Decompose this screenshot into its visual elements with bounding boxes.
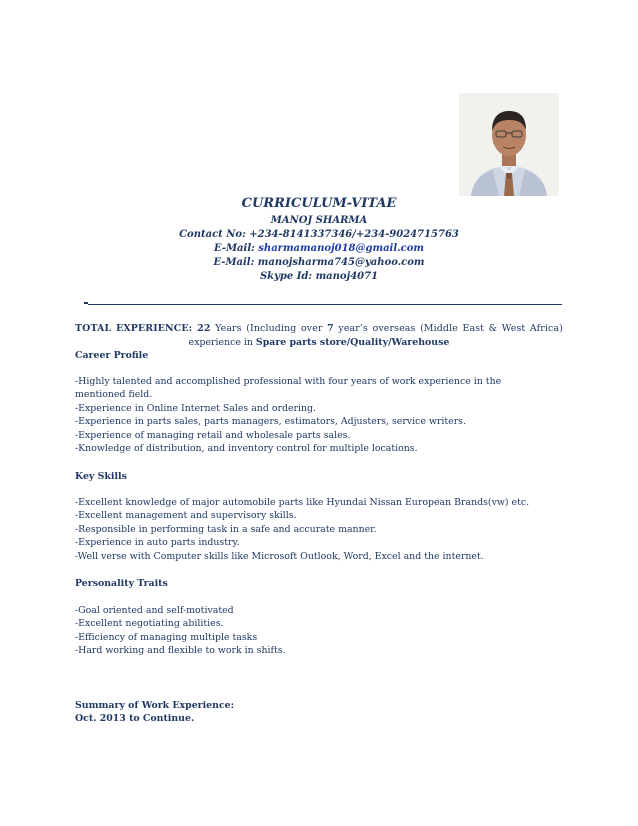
list-item: -Excellent negotiating abilities. bbox=[75, 618, 224, 630]
experience-field: Spare parts store/Quality/Warehouse bbox=[255, 337, 450, 349]
section-title: Career Profile bbox=[75, 350, 149, 361]
work-summary bbox=[75, 699, 563, 726]
list-item: -Excellent knowledge of major automobile parts like Hyundai Nissan European Brands(vw) etc. bbox=[75, 497, 530, 508]
list-item: -Knowledge of distribution, and inventory control for multiple locations. bbox=[75, 443, 418, 455]
list-item: -Experience in Online Internet Sales and ordering. bbox=[75, 402, 316, 414]
list-item: -Hard working and flexible to work in shifts. bbox=[75, 645, 286, 657]
experience-text-2: year’s overseas (Middle East & West Africa) bbox=[333, 323, 563, 334]
profile-photo bbox=[459, 93, 559, 196]
personality-traits-list bbox=[75, 604, 563, 658]
header-divider bbox=[88, 304, 562, 305]
section-title: Personality Traits bbox=[75, 578, 168, 589]
candidate-name: MANOJ SHARMA bbox=[270, 215, 368, 226]
list-item: -Experience of managing retail and wholesale parts sales. bbox=[75, 429, 351, 441]
email-primary bbox=[0, 243, 638, 254]
list-item: -Experience in auto parts industry. bbox=[75, 537, 240, 549]
email-primary-link[interactable]: sharmamanoj018@gmail.com bbox=[258, 243, 424, 254]
career-profile-title bbox=[75, 349, 563, 362]
work-summary-title: Summary of Work Experience: bbox=[75, 700, 235, 711]
list-item: -Well verse with Computer skills like Microsoft Outlook, Word, Excel and the internet. bbox=[75, 550, 484, 562]
list-item: -Highly talented and accomplished professional with four years of work experience in the bbox=[75, 376, 502, 387]
list-item: -Excellent management and supervisory skills. bbox=[75, 510, 297, 522]
contact-number: Contact No: +234-8141337346/+234-9024715763 bbox=[179, 229, 459, 240]
total-experience bbox=[75, 322, 563, 350]
experience-text-1: Years (Including over bbox=[210, 323, 328, 334]
list-item: -Efficiency of managing multiple tasks bbox=[75, 631, 258, 643]
experience-text-3: experience in bbox=[188, 337, 256, 349]
personality-traits-title bbox=[75, 577, 563, 590]
skype-id: Skype Id: manoj4071 bbox=[259, 271, 379, 282]
experience-line-2 bbox=[75, 336, 563, 349]
list-item: -Goal oriented and self-motivated bbox=[75, 605, 234, 616]
list-item: -Experience in parts sales, parts managers, estimators, Adjusters, service writers. bbox=[75, 416, 466, 428]
experience-label: TOTAL EXPERIENCE: bbox=[75, 323, 198, 334]
overseas-years: 7 bbox=[327, 323, 334, 334]
experience-line-1 bbox=[75, 322, 563, 335]
key-skills-title bbox=[75, 470, 563, 483]
section-title: Key Skills bbox=[75, 471, 127, 482]
key-skills-list bbox=[75, 496, 563, 563]
career-profile-list bbox=[75, 375, 563, 455]
document-title: CURRICULUM-VITAE bbox=[241, 196, 397, 211]
work-summary-period: Oct. 2013 to Continue. bbox=[75, 713, 195, 725]
email-secondary: E-Mail: manojsharma745@yahoo.com bbox=[213, 257, 425, 268]
experience-years: 22 bbox=[197, 323, 211, 334]
list-item: mentioned field. bbox=[75, 389, 153, 401]
list-item: -Responsible in performing task in a safe and accurate manner. bbox=[75, 523, 377, 535]
email-primary-label: E-Mail: bbox=[214, 243, 259, 254]
